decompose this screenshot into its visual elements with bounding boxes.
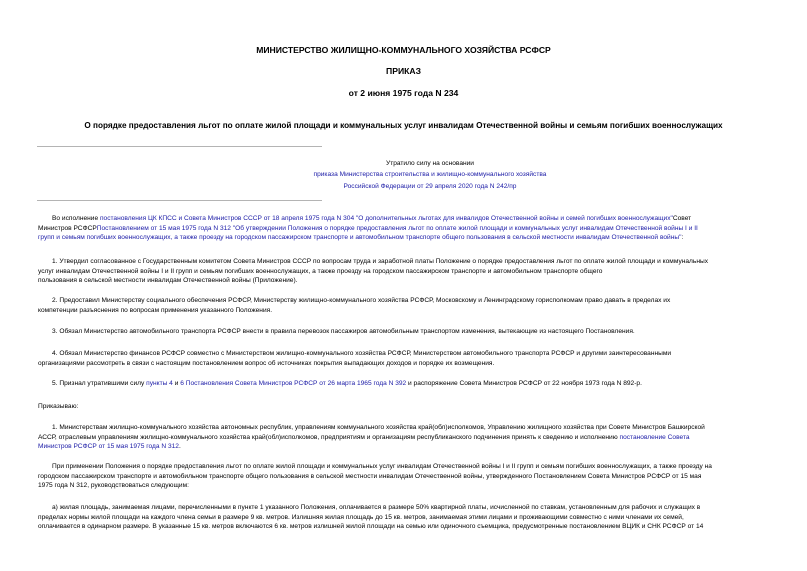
intro-paragraph bbox=[38, 214, 770, 243]
paragraph-1-line-1: 1. Утвердил согласованное с Государственным комитетом Совета Министров СССР по вопросам труда и заработной платы Положение о порядке предоставления льгот по оплате жилой площади и коммунальных bbox=[52, 258, 709, 265]
document-type: ПРИКАЗ bbox=[386, 66, 421, 76]
paragraph-1-line-2: услуг инвалидам Отечественной войны I и II групп и семьям погибших военнослужащих, а также проезду на городском пассажирском транспорте и автомобильном транспорте общего bbox=[38, 267, 603, 275]
cancel-order-link-date[interactable]: Российской Федерации от 29 апреля 2020 года N 242/пр bbox=[343, 182, 517, 190]
order-1-line-2: АССР, отраслевым управлениям жилищно-коммунального хозяйства край(обл)исполкомов, предприятиям и организациям республиканского подчинения принять к сведению и исполнению постановление Совета bbox=[38, 433, 690, 441]
order-3-line-2: пределах нормы жилой площади на каждого члена семьи в размере 9 кв. метров. Излишняя жилая площадь до 15 кв. метров, занимаемая этими лицами и проживающими совместно с ними членами их семей, bbox=[38, 513, 684, 521]
paragraph-3 bbox=[38, 327, 770, 337]
cancel-note bbox=[260, 158, 600, 192]
clause-4-link[interactable]: пункты 4 bbox=[146, 380, 173, 387]
order-paragraph-3 bbox=[38, 503, 770, 532]
order-paragraph-2 bbox=[38, 462, 770, 491]
order-3-line-1: а) жилая площадь, занимаемая лицами, перечисленными в пункте 1 указанного Положения, оплачивается в размере 50% квартирной платы, исчисленной по ставкам, установленным для рабочих и служащих в bbox=[52, 504, 701, 511]
paragraph-2 bbox=[38, 296, 770, 315]
paragraph-4 bbox=[38, 349, 770, 368]
order-word: Приказываю: bbox=[38, 403, 79, 410]
cancel-order-link[interactable]: приказа Министерства строительства и жилищно-коммунального хозяйства bbox=[313, 171, 547, 179]
paragraph-3-line-1: 3. Обязал Министерство автомобильного транспорта РСФСР внести в правила перевозок пассажиров автомобильным транспортом изменения, вытекающие из настоящего Постановления. bbox=[52, 328, 635, 335]
document-title: О порядке предоставления льгот по оплате жилой площади и коммунальных услуг инвалидам Отечественной войны и семьям погибших военнослужащих bbox=[84, 121, 723, 130]
bottom-divider bbox=[37, 200, 322, 201]
paragraph-1 bbox=[38, 257, 770, 286]
paragraph-5 bbox=[38, 379, 770, 389]
intro-line-3: групп и семьям погибших военнослужащих, а также проезду на городском пассажирском транспорте и автомобильном транспорте общего пользования в сельской местности инвалидам Отечественной войны": bbox=[38, 234, 684, 242]
paragraph-2-line-1: 2. Предоставил Министерству социального обеспечения РСФСР, Министерству жилищно-коммунального хозяйства РСФСР, Московскому и Ленинградскому горисполкомам право давать в пределах их bbox=[52, 297, 671, 304]
top-divider bbox=[37, 146, 322, 147]
order-2-line-2: городском пассажирском транспорте и автомобильном транспорте общего пользования в сельской местности инвалидам Отечественной войны, утвержденного Постановлением Совета Министров РСФСР от 15 мая bbox=[38, 472, 702, 480]
resolution-312-link-cont[interactable]: групп и семьям погибших военнослужащих, а также проезду на городском пассажирском транспорте и автомобильном транспорте общего пользования в сельской местности инвалидам Отечественной войны" bbox=[38, 234, 682, 242]
resolution-312-ref-link[interactable]: постановление Совета bbox=[619, 433, 690, 441]
paragraph-5-line-1: 5. Признал утратившими силу пункты 4 и 6 Постановления Совета Министров РСФСР от 26 марта 1965 года N 392 и распоряжение Совета Министров РСФСР от 22 ноября 1973 года N 892-р. bbox=[52, 380, 642, 387]
ministry-heading: МИНИСТЕРСТВО ЖИЛИЩНО-КОММУНАЛЬНОГО ХОЗЯЙСТВА РСФСР bbox=[256, 45, 551, 55]
order-2-line-3: 1975 года N 312, руководствоваться следующим: bbox=[38, 482, 189, 490]
paragraph-4-line-1: 4. Обязал Министерство финансов РСФСР совместно с Министерством жилищно-коммунального хозяйства РСФСР, Министерством автомобильного транспорта РСФСР и другими заинтересованными bbox=[52, 350, 672, 357]
intro-line-2: Министров РСФСРПостановлением от 15 мая 1975 года N 312 "Об утверждении Положения о порядке предоставления льгот по оплате жилой площади и коммунальных услуг инвалидам Отечественной войны I и II bbox=[38, 224, 698, 232]
order-1-line-3: Министров РСФСР от 15 мая 1975 года N 312. bbox=[38, 443, 181, 451]
order-1-line-1: 1. Министерствам жилищно-коммунального хозяйства автономных республик, управлениям коммунального хозяйства край(обл)исполкомов, Управлению жилищного хозяйства при Совете Министров Башкирской bbox=[52, 424, 705, 431]
document-date: от 2 июня 1975 года N 234 bbox=[348, 88, 459, 98]
cancel-note-text: Утратило силу на основании bbox=[386, 160, 474, 167]
resolution-312-link[interactable]: Постановлением от 15 мая 1975 года N 312 "Об утверждении Положения о порядке предоставления льгот по оплате жилой площади и коммунальных услуг инвалидам Отечественной войны I и II bbox=[96, 224, 698, 232]
resolution-304-link[interactable]: постановления ЦК КПСС и Совета Министров СССР от 18 апреля 1975 года N 304 "О дополнительных льготах для инвалидов Отечественной войны и семей погибших военнослужащих" bbox=[99, 215, 673, 222]
order-heading bbox=[38, 402, 770, 412]
paragraph-1-line-3: пользования в сельской местности инвалидам Отечественной войны (Приложение). bbox=[38, 277, 298, 285]
order-2-line-1: При применении Положения о порядке предоставления льгот по оплате жилой площади и коммунальных услуг инвалидам Отечественной войны I и II групп и семьям погибших военнослужащих, а также проезду на bbox=[52, 463, 712, 470]
paragraph-4-line-2: организациями рассмотреть в связи с настоящим постановлением вопрос об источниках покрытия выпадающих доходов и порядке их возмещения. bbox=[38, 359, 495, 367]
resolution-392-link[interactable]: 6 Постановления Совета Министров РСФСР от 26 марта 1965 года N 392 bbox=[180, 380, 407, 387]
intro-line-1: Во исполнение постановления ЦК КПСС и Совета Министров СССР от 18 апреля 1975 года N 304 "О дополнительных льготах для инвалидов Отечественной войны и семей погибших военнослужащих"Совет bbox=[52, 215, 692, 222]
order-paragraph-1 bbox=[38, 423, 770, 452]
order-3-line-3: оплачивается в одинарном размере. В указанные 15 кв. метров включаются 6 кв. метров излишней жилой площади на семью или одиночного съемщика, предусмотренные постановлением ВЦИК и СНК РСФСР от 14 bbox=[38, 523, 704, 531]
paragraph-2-line-2: компетенции разъяснения по вопросам применения указанного Положения. bbox=[38, 306, 273, 314]
resolution-312-ref-link-cont[interactable]: Министров РСФСР от 15 мая 1975 года N 312 bbox=[38, 443, 179, 451]
